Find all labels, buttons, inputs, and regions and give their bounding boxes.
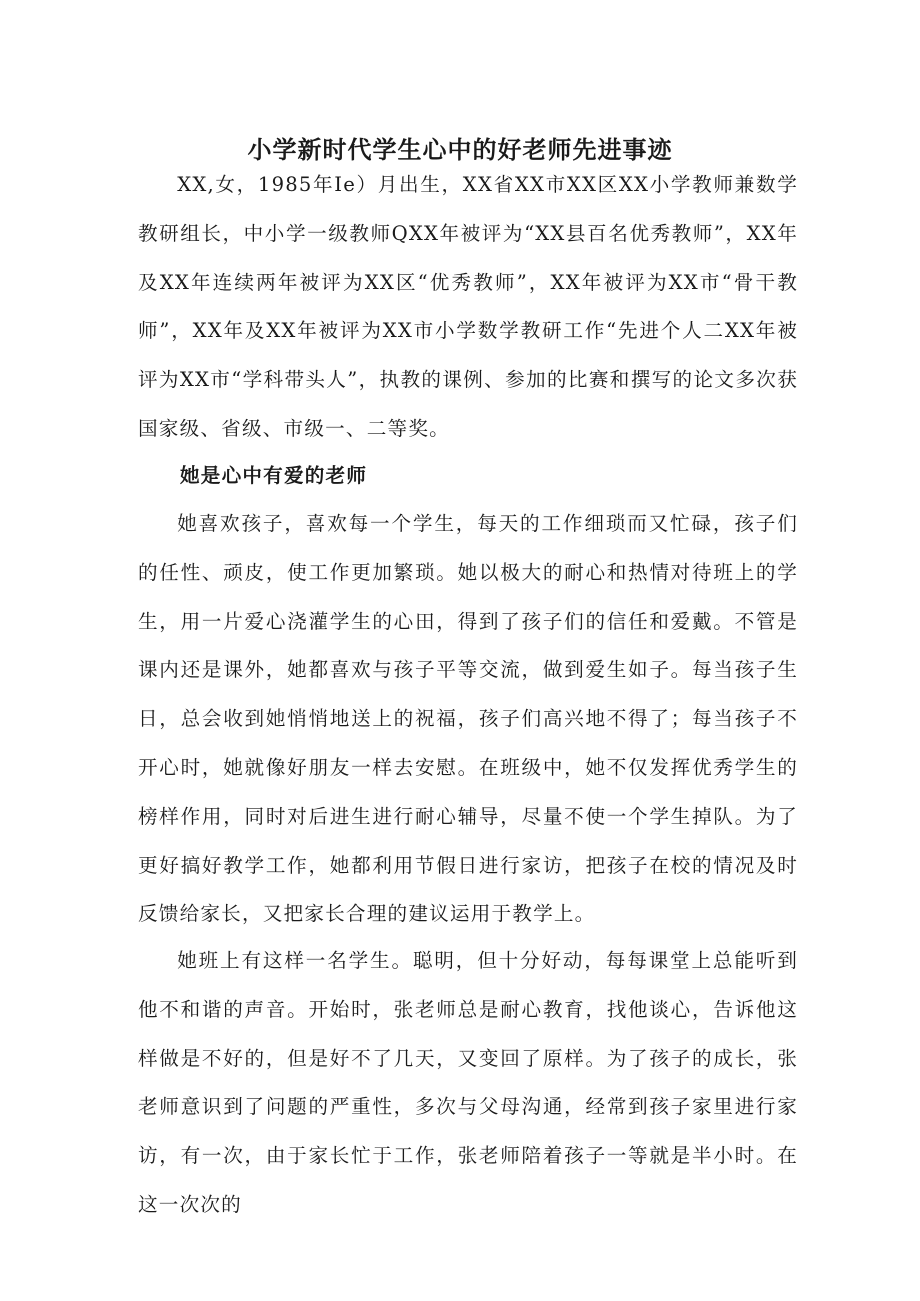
paragraph-2: 她喜欢孩子，喜欢每一个学生，每天的工作细琐而又忙碌，孩子们的任性、顽皮，使工作更加繁琐。她以极大的耐心和热情对待班上的学生，用一片爱心浇灌学生的心田，得到了孩子们的信任和爱戴。不管是课内还是课外，她都喜欢与孩子平等交流，做到爱生如子。每当孩子生日，总会收到她悄悄地送上的祝福，孩子们高兴地不得了；每当孩子不开心时，她就像好朋友一样去安慰。在班级中，她不仅发挥优秀学生的榜样作用，同时对后进生进行耐心辅导，尽量不使一个学生掉队。为了更好搞好教学工作，她都利用节假日进行家访，把孩子在校的情况及时反馈给家长，又把家长合理的建议运用于教学上。 (138, 512, 798, 926)
document-title: 小学新时代学生心中的好老师先进事迹 (247, 136, 673, 165)
section-heading: 她是心中有爱的老师 (180, 464, 368, 487)
intro-paragraph: XX,女，1985年Ie）月出生，XX省XX市XX区XX小学教师兼数学教研组长，中小学一级教师QXX年被评为“XX县百名优秀教师”，XX年及XX年连续两年被评为XX区“优秀教师”，XX年被评为XX市“骨干教师”，XX年及XX年被评为XX市小学数学教研工作“先进个人二XX年被评为XX市“学科带头人”，执教的课例、参加的比赛和撰写的论文多次获国家级、省级、市级一、二等奖。 (138, 173, 798, 440)
paragraph-3: 她班上有这样一名学生。聪明，但十分好动，每每课堂上总能听到他不和谐的声音。开始时，张老师总是耐心教育，找他谈心，告诉他这样做是不好的，但是好不了几天，又变回了原样。为了孩子的成长，张老师意识到了问题的严重性，多次与父母沟通，经常到孩子家里进行家访，有一次，由于家长忙于工作，张老师陪着孩子一等就是半小时。在这一次次的 (138, 949, 798, 1216)
